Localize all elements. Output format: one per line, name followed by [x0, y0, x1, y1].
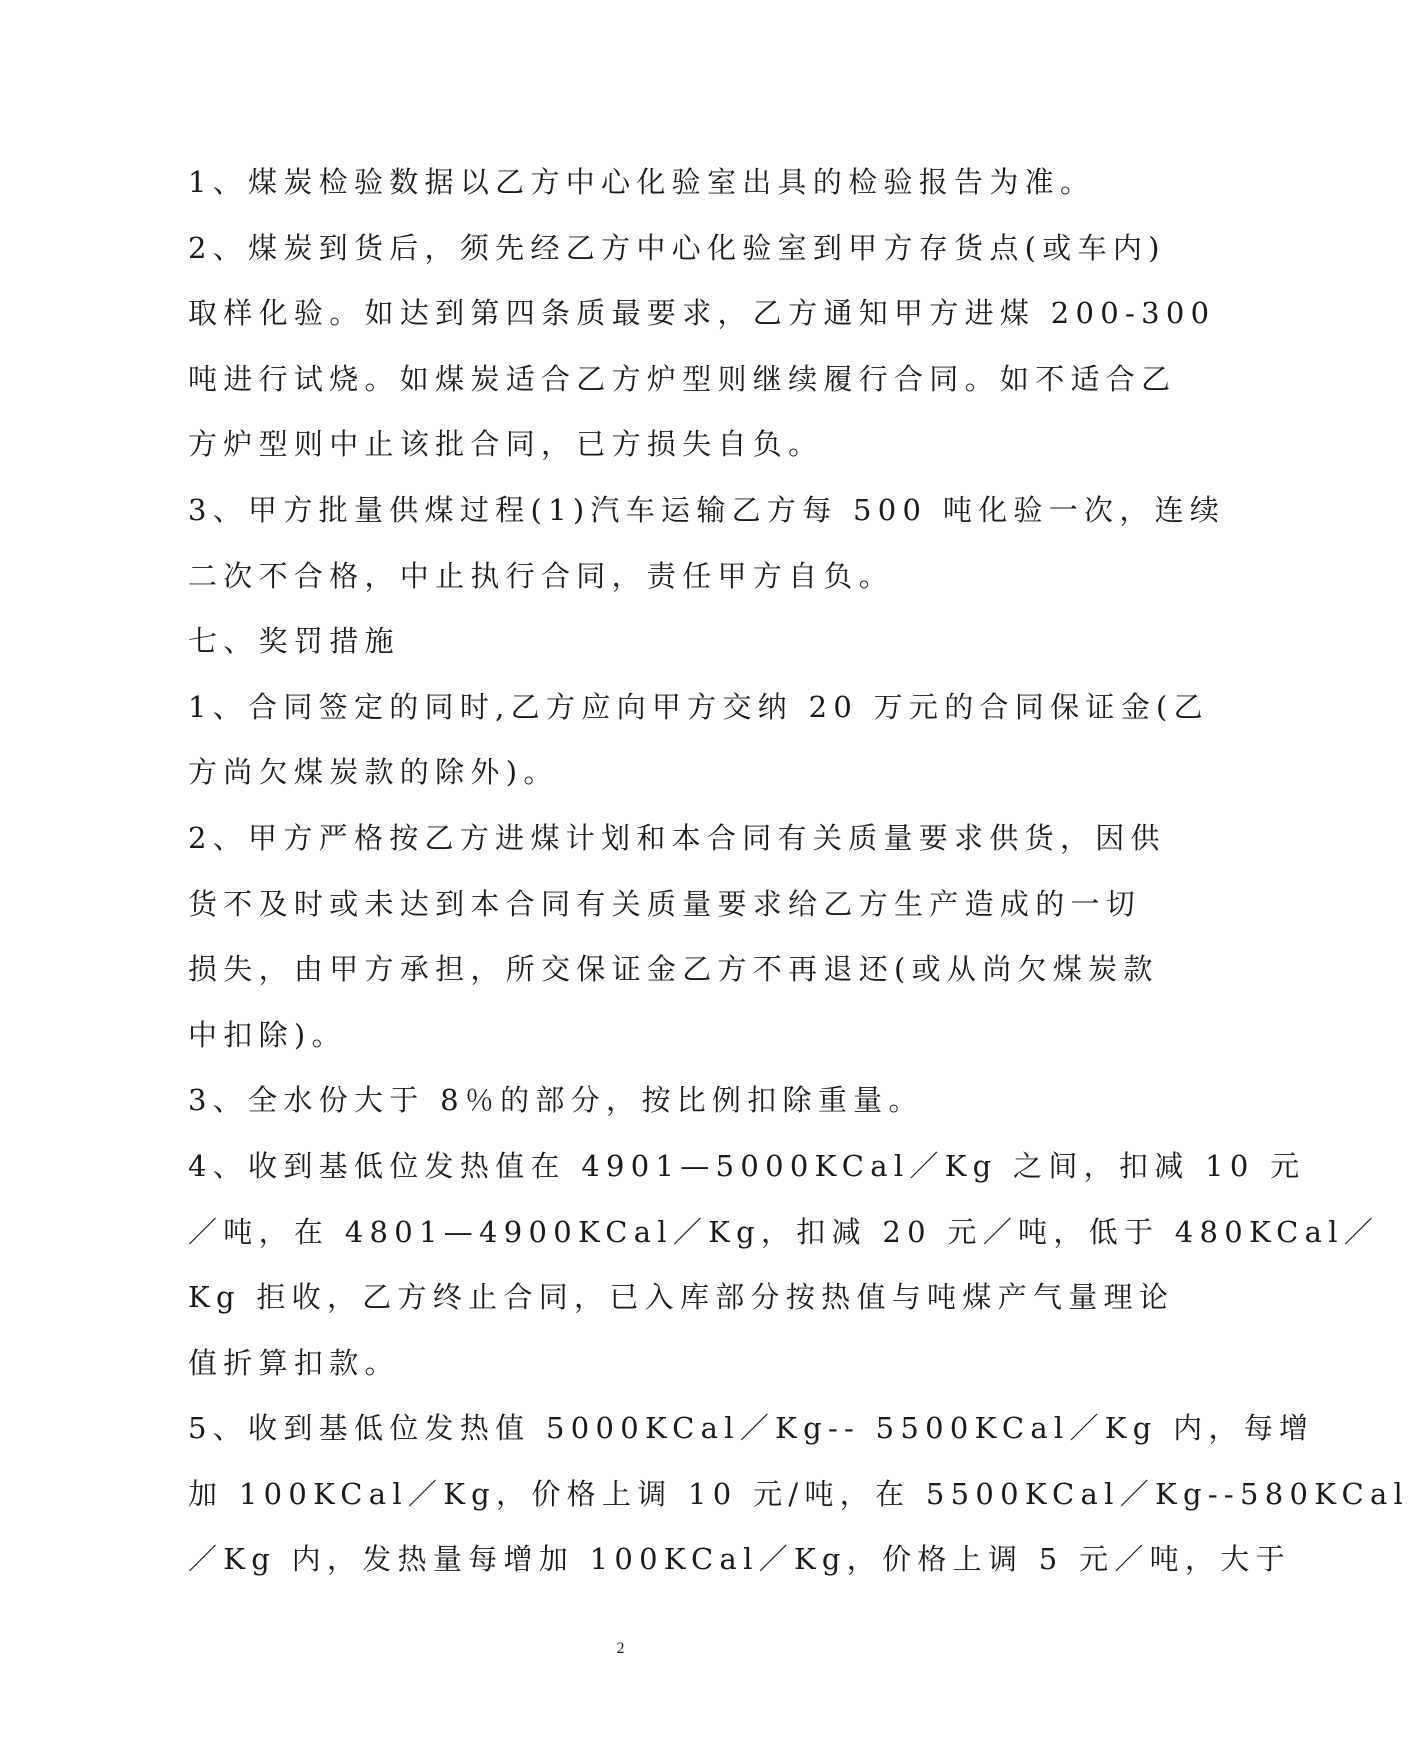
page-number: 2	[616, 1640, 625, 1657]
text-line: 3、全水份大于 8％的部分，按比例扣除重量。	[188, 1083, 924, 1118]
section-heading: 七、奖罚措施	[188, 624, 400, 659]
text-line: 1、合同签定的同时,乙方应向甲方交纳 20 万元的合同保证金(乙	[188, 689, 1209, 724]
text-line: 3、甲方批量供煤过程(1)汽车运输乙方每 500 吨化验一次，连续	[188, 492, 1226, 527]
text-line: 2、煤炭到货后，须先经乙方中心化验室到甲方存货点(或车内)	[188, 230, 1166, 265]
text-line: 取样化验。如达到第四条质最要求，乙方通知甲方进煤 200-300	[188, 296, 1216, 331]
text-line: 货不及时或未达到本合同有关质量要求给乙方生产造成的一切	[188, 886, 1142, 921]
text-line: 方炉型则中止该批合同，已方损失自负。	[188, 427, 824, 462]
text-line: 4、收到基低位发热值在 4901—5000KCal／Kg 之间，扣减 10 元	[188, 1148, 1306, 1183]
text-line: 值折算扣款。	[188, 1345, 400, 1380]
text-line: 加 100KCal／Kg，价格上调 10 元/吨，在 5500KCal／Kg--580KCal	[188, 1476, 1409, 1511]
text-line: 二次不合格，中止执行合同，责任甲方自负。	[188, 558, 895, 593]
text-line: ／吨，在 4801—4900KCal／Kg，扣减 20 元／吨，低于 480KCal／	[188, 1214, 1380, 1249]
text-line: 2、甲方严格按乙方进煤计划和本合同有关质量要求供货，因供	[188, 820, 1166, 855]
text-line: 1、煤炭检验数据以乙方中心化验室出具的检验报告为准。	[188, 165, 1096, 199]
text-line: 方尚欠煤炭款的除外)。	[188, 755, 559, 790]
text-line: 5、收到基低位发热值 5000KCal／Kg-- 5500KCal／Kg 内，每增	[188, 1411, 1315, 1446]
text-line: Kg 拒收，乙方终止合同，已入库部分按热值与吨煤产气量理论	[188, 1280, 1175, 1315]
text-line: 中扣除)。	[188, 1017, 347, 1052]
contract-text	[188, 150, 1409, 1593]
text-line: 损失，由甲方承担，所交保证金乙方不再退还(或从尚欠煤炭款	[188, 952, 1159, 987]
text-line: 吨进行试烧。如煤炭适合乙方炉型则继续履行合同。如不适合乙	[188, 361, 1177, 396]
text-line: ／Kg 内，发热量每增加 100KCal／Kg，价格上调 5 元／吨，大于	[188, 1542, 1291, 1577]
